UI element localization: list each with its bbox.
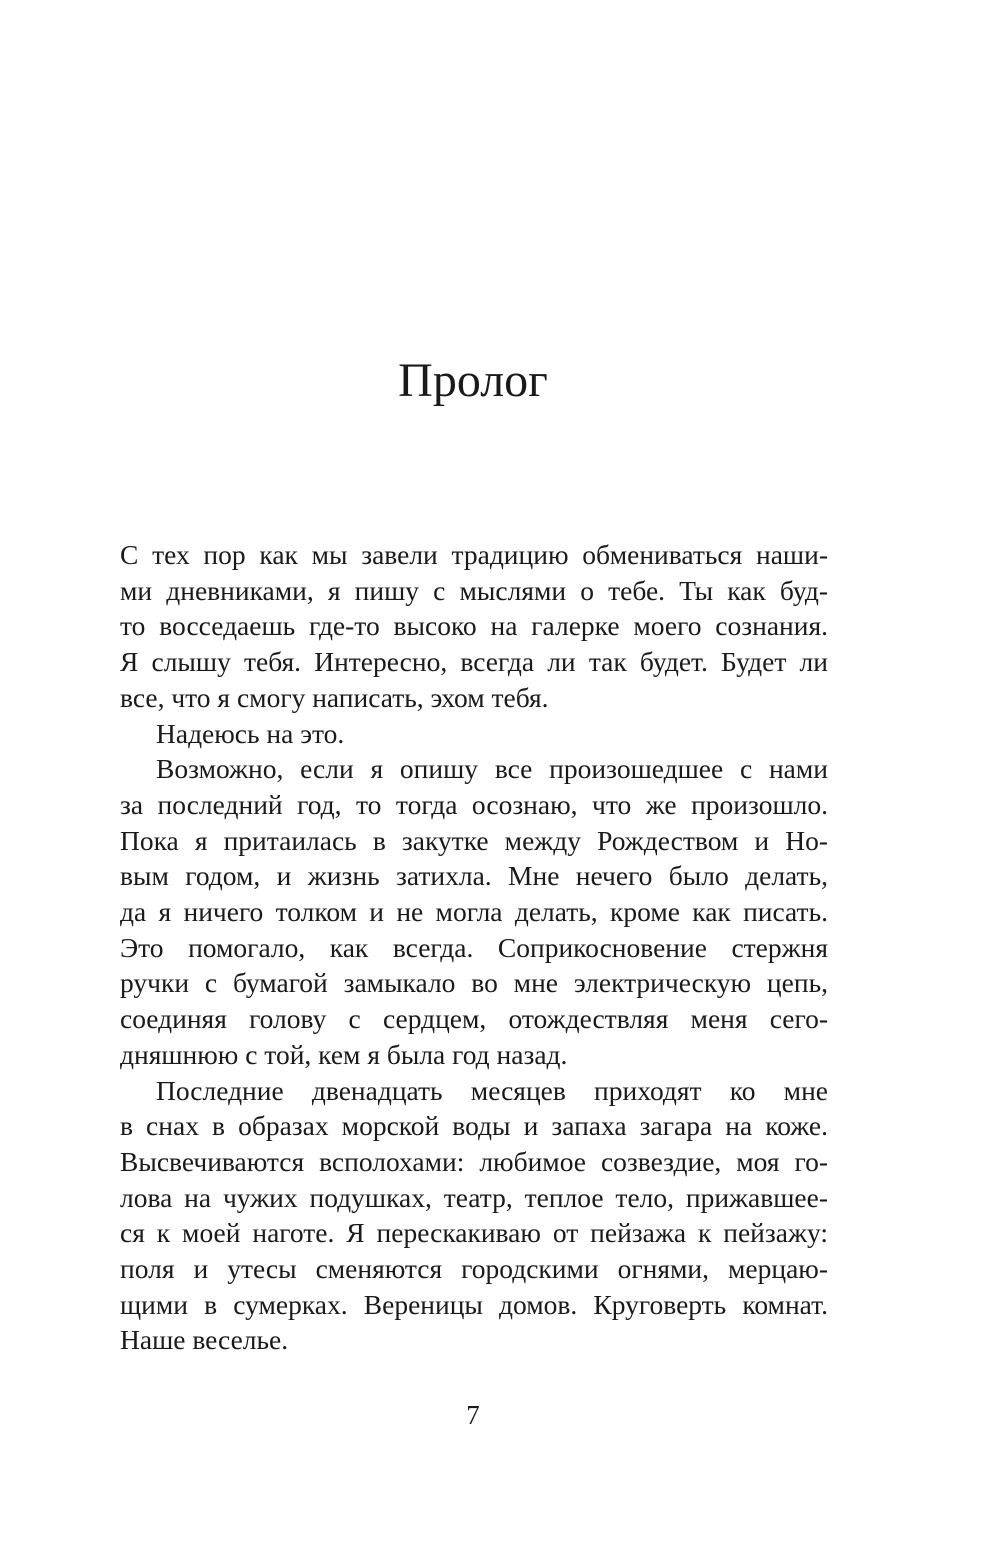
text-line: за последний год, то тогда осознаю, что же произошло. bbox=[120, 788, 828, 820]
text-line: Пока я притаилась в закутке между Рождеством и Но- bbox=[120, 824, 828, 856]
text-line: ручки с бумагой замыкало во мне электрическую цепь, bbox=[120, 967, 828, 999]
text-line: щими в сумерках. Вереницы домов. Круговерть комнат. bbox=[120, 1288, 828, 1320]
text-line: Надеюсь на это. bbox=[156, 717, 345, 749]
text-line: лова на чужих подушках, театр, теплое тело, прижавшее- bbox=[120, 1181, 828, 1213]
paragraph bbox=[120, 1073, 828, 1359]
paragraph bbox=[120, 716, 828, 752]
text-line: ми дневниками, я пишу с мыслями о тебе. Ты как буд- bbox=[120, 574, 828, 606]
text-line: Возможно, если я опишу все произошедшее с нами bbox=[156, 753, 828, 785]
text-line: поля и утесы сменяются городскими огнями, мерцаю- bbox=[120, 1253, 828, 1285]
text-line: Наше веселье. bbox=[120, 1324, 289, 1356]
text-line: дняшнюю с той, кем я была год назад. bbox=[120, 1038, 568, 1070]
chapter-title: Пролог bbox=[398, 354, 548, 407]
paragraph bbox=[120, 751, 828, 1072]
text-line: Высвечиваются всполохами: любимое созвездие, моя го- bbox=[120, 1145, 828, 1177]
text-line: вым годом, и жизнь затихла. Мне нечего было делать, bbox=[120, 860, 828, 892]
text-line: ся к моей наготе. Я перескакиваю от пейзажа к пейзажу: bbox=[120, 1217, 828, 1249]
text-line: то восседаешь где-то высоко на галерке моего сознания. bbox=[120, 610, 828, 642]
body-text bbox=[120, 537, 828, 1358]
text-line: Я слышу тебя. Интересно, всегда ли так будет. Будет ли bbox=[120, 646, 828, 678]
text-line: в снах в образах морской воды и запаха загара на коже. bbox=[120, 1110, 828, 1142]
page-number: 7 bbox=[466, 1400, 480, 1430]
text-line: Это помогало, как всегда. Соприкосновение стержня bbox=[120, 931, 828, 963]
text-line: да я ничего толком и не могла делать, кроме как писать. bbox=[120, 896, 828, 928]
text-line: соединяя голову с сердцем, отождествляя меня сего- bbox=[120, 1003, 828, 1035]
text-line: С тех пор как мы завели традицию обмениваться наши- bbox=[120, 539, 828, 570]
paragraph bbox=[120, 537, 828, 716]
text-line: Последние двенадцать месяцев приходят ко мне bbox=[156, 1074, 828, 1106]
text-line: все, что я смогу написать, эхом тебя. bbox=[120, 681, 549, 713]
